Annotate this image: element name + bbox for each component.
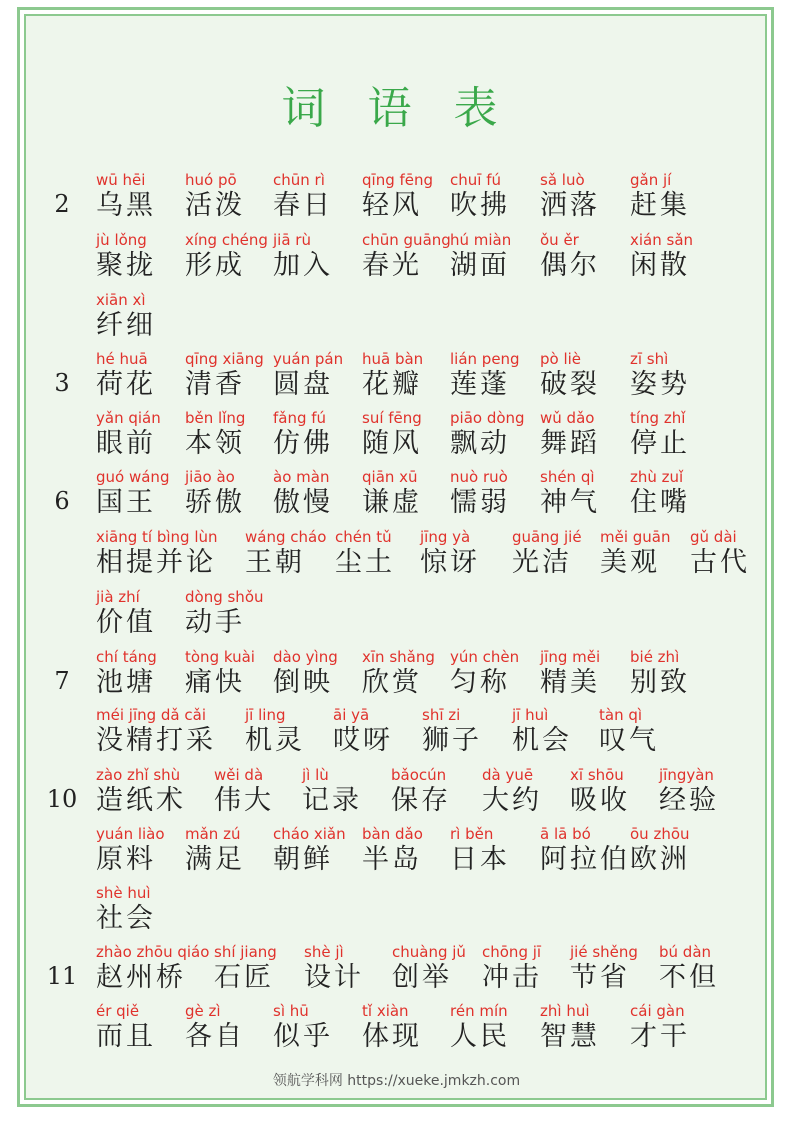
lesson-number: 11: [46, 962, 78, 990]
pinyin-text: wū hēi: [96, 171, 146, 189]
word-row: [0, 883, 793, 941]
chinese-word: 造纸术: [96, 785, 186, 816]
vocab-word: [512, 705, 572, 757]
word-row: [0, 765, 793, 823]
vocab-word: [362, 467, 422, 519]
vocab-word: [214, 942, 277, 994]
pinyin-text: xiān xì: [96, 291, 146, 309]
chinese-word: 满足: [185, 844, 245, 875]
pinyin-text: ǒu ěr: [540, 231, 579, 249]
chinese-word: 哎呀: [333, 725, 393, 756]
pinyin-text: ào màn: [273, 468, 330, 486]
pinyin-text: guāng jié: [512, 528, 582, 546]
chinese-word: 住嘴: [630, 487, 690, 518]
vocab-word: [362, 1001, 422, 1053]
vocab-word: [450, 349, 520, 401]
pinyin-text: dòng shǒu: [185, 588, 264, 606]
pinyin-text: wáng cháo: [245, 528, 327, 546]
vocab-word: [450, 230, 511, 282]
chinese-word: 闲散: [630, 250, 690, 281]
vocab-word: [273, 647, 338, 699]
vocab-word: [362, 408, 422, 460]
chinese-word: 形成: [185, 250, 245, 281]
vocab-word: [540, 408, 600, 460]
vocab-word: [273, 230, 333, 282]
pinyin-text: bié zhì: [630, 648, 680, 666]
pinyin-text: suí fēng: [362, 409, 422, 427]
footer-watermark: 领航学科网 https://xueke.jmkzh.com: [272, 1073, 521, 1089]
pinyin-text: jié shěng: [570, 943, 638, 961]
word-row: [0, 824, 793, 882]
chinese-word: 聚拢: [96, 250, 156, 281]
pinyin-text: yuán pán: [273, 350, 344, 368]
pinyin-text: xīn shǎng: [362, 648, 435, 666]
vocab-word: [630, 170, 690, 222]
chinese-word: 飘动: [450, 428, 510, 459]
pinyin-text: cái gàn: [630, 1002, 685, 1020]
pinyin-text: ā lā bó: [540, 825, 591, 843]
chinese-word: 本领: [185, 428, 245, 459]
chinese-word: 懦弱: [450, 487, 510, 518]
vocab-word: [96, 647, 157, 699]
vocab-word: [185, 647, 255, 699]
chinese-word: 洒落: [540, 190, 600, 221]
vocab-word: [362, 349, 423, 401]
vocab-word: [245, 527, 326, 579]
chinese-word: 池塘: [96, 667, 156, 698]
vocab-word: [450, 1001, 510, 1053]
pinyin-text: huā bàn: [362, 350, 424, 368]
vocab-word: [335, 527, 395, 579]
vocab-word: [420, 527, 480, 579]
vocab-word: [185, 467, 245, 519]
pinyin-text: jīng yà: [420, 528, 471, 546]
vocab-word: [570, 765, 630, 817]
vocab-word: [185, 824, 245, 876]
vocab-word: [599, 705, 659, 757]
vocab-word: [362, 230, 451, 282]
chinese-word: 日本: [450, 844, 510, 875]
vocab-word: [362, 647, 435, 699]
pinyin-text: zào zhǐ shù: [96, 766, 181, 784]
pinyin-text: yǎn qián: [96, 409, 161, 427]
pinyin-text: qīng fēng: [362, 171, 434, 189]
word-row: [0, 349, 793, 407]
vocab-word: [304, 942, 364, 994]
pinyin-text: nuò ruò: [450, 468, 508, 486]
chinese-word: 古代: [690, 547, 750, 578]
vocab-word: [600, 527, 671, 579]
chinese-word: 春日: [273, 190, 333, 221]
vocab-word: [333, 705, 393, 757]
chinese-word: 破裂: [540, 369, 600, 400]
pinyin-text: chūn rì: [273, 171, 325, 189]
pinyin-text: tǐ xiàn: [362, 1002, 409, 1020]
vocab-word: [450, 467, 510, 519]
vocab-word: [362, 170, 433, 222]
word-row: [0, 527, 793, 585]
chinese-word: 圆盘: [273, 369, 333, 400]
chinese-word: 莲蓬: [450, 369, 510, 400]
vocab-word: [96, 883, 156, 935]
vocab-word: [185, 408, 245, 460]
chinese-word: 阿拉伯: [540, 844, 630, 875]
pinyin-text: sì hū: [273, 1002, 309, 1020]
chinese-word: 王朝: [245, 547, 305, 578]
chinese-word: 湖面: [450, 250, 510, 281]
pinyin-text: rén mín: [450, 1002, 508, 1020]
pinyin-text: tíng zhǐ: [630, 409, 686, 427]
vocab-word: [362, 824, 423, 876]
pinyin-text: wěi dà: [214, 766, 264, 784]
pinyin-text: chuàng jǔ: [392, 943, 466, 961]
pinyin-text: qīng xiāng: [185, 350, 264, 368]
word-row: [0, 705, 793, 763]
vocab-word: [630, 1001, 690, 1053]
vocab-word: [630, 647, 690, 699]
vocab-word: [185, 1001, 245, 1053]
vocab-word: [96, 587, 156, 639]
vocab-word: [450, 408, 525, 460]
vocab-word: [540, 467, 600, 519]
chinese-word: 随风: [362, 428, 422, 459]
word-row: [0, 587, 793, 645]
chinese-word: 神气: [540, 487, 600, 518]
chinese-word: 姿势: [630, 369, 690, 400]
vocab-word: [273, 824, 346, 876]
chinese-word: 乌黑: [96, 190, 156, 221]
pinyin-text: lián peng: [450, 350, 520, 368]
chinese-word: 吸收: [570, 785, 630, 816]
chinese-word: 朝鲜: [273, 844, 333, 875]
vocab-word: [512, 527, 582, 579]
chinese-word: 偶尔: [540, 250, 600, 281]
pinyin-text: chén tǔ: [335, 528, 392, 546]
chinese-word: 花瓣: [362, 369, 422, 400]
chinese-word: 骄傲: [185, 487, 245, 518]
pinyin-text: bàn dǎo: [362, 825, 423, 843]
pinyin-text: chūn guāng: [362, 231, 451, 249]
pinyin-text: hú miàn: [450, 231, 512, 249]
vocab-word: [96, 408, 161, 460]
vocab-word: [96, 349, 156, 401]
pinyin-text: qiān xū: [362, 468, 418, 486]
vocab-word: [273, 170, 333, 222]
pinyin-text: huó pō: [185, 171, 237, 189]
lesson-number: 6: [54, 487, 70, 515]
pinyin-text: hé huā: [96, 350, 148, 368]
pinyin-text: guó wáng: [96, 468, 170, 486]
pinyin-text: xíng chéng: [185, 231, 268, 249]
chinese-word: 才干: [630, 1021, 690, 1052]
pinyin-text: jì lù: [302, 766, 329, 784]
chinese-word: 痛快: [185, 667, 245, 698]
chinese-word: 春光: [362, 250, 422, 281]
vocab-word: [185, 349, 264, 401]
chinese-word: 而且: [96, 1021, 156, 1052]
chinese-word: 国王: [96, 487, 156, 518]
page-title: 词 语 表: [281, 83, 512, 134]
chinese-word: 保存: [391, 785, 451, 816]
vocab-word: [540, 824, 630, 876]
pinyin-text: jīng měi: [540, 648, 601, 666]
chinese-word: 社会: [96, 903, 156, 934]
chinese-word: 节省: [570, 962, 630, 993]
vocab-word: [630, 408, 690, 460]
vocab-word: [273, 1001, 333, 1053]
chinese-word: 各自: [185, 1021, 245, 1052]
pinyin-text: jiā rù: [273, 231, 311, 249]
pinyin-text: bú dàn: [659, 943, 712, 961]
chinese-word: 设计: [304, 962, 364, 993]
pinyin-text: bǎocún: [391, 766, 447, 784]
pinyin-text: běn lǐng: [185, 409, 246, 427]
word-row: [0, 942, 793, 1000]
vocab-word: [185, 587, 264, 639]
pinyin-text: méi jīng dǎ cǎi: [96, 706, 206, 724]
vocab-word: [245, 705, 305, 757]
chinese-word: 似乎: [273, 1021, 333, 1052]
chinese-word: 轻风: [362, 190, 422, 221]
vocab-word: [185, 230, 268, 282]
vocab-word: [570, 942, 638, 994]
vocab-word: [214, 765, 274, 817]
pinyin-text: āi yā: [333, 706, 370, 724]
chinese-word: 叹气: [599, 725, 659, 756]
vocab-word: [273, 408, 333, 460]
chinese-word: 体现: [362, 1021, 422, 1052]
vocab-word: [540, 170, 600, 222]
chinese-word: 赵州桥: [96, 962, 186, 993]
vocab-word: [630, 824, 690, 876]
chinese-word: 机灵: [245, 725, 305, 756]
pinyin-text: jī ling: [245, 706, 286, 724]
vocab-word: [185, 170, 245, 222]
vocab-word: [96, 824, 165, 876]
lesson-number: 7: [54, 667, 70, 695]
pinyin-text: shè jì: [304, 943, 344, 961]
lesson-number: 2: [54, 190, 70, 218]
pinyin-text: yún chèn: [450, 648, 520, 666]
pinyin-text: shī zi: [422, 706, 461, 724]
vocab-word: [450, 824, 510, 876]
chinese-word: 傲慢: [273, 487, 333, 518]
chinese-word: 匀称: [450, 667, 510, 698]
pinyin-text: zhào zhōu qiáo: [96, 943, 210, 961]
pinyin-text: dào yìng: [273, 648, 338, 666]
chinese-word: 机会: [512, 725, 572, 756]
vocab-word: [450, 647, 519, 699]
word-row: [0, 1001, 793, 1059]
chinese-word: 眼前: [96, 428, 156, 459]
vocab-word: [482, 942, 542, 994]
vocab-word: [690, 527, 750, 579]
pinyin-text: měi guān: [600, 528, 671, 546]
chinese-word: 大约: [482, 785, 542, 816]
chinese-word: 欣赏: [362, 667, 422, 698]
word-row: [0, 647, 793, 705]
vocab-word: [273, 349, 343, 401]
pinyin-text: cháo xiǎn: [273, 825, 346, 843]
pinyin-text: ōu zhōu: [630, 825, 690, 843]
chinese-word: 伟大: [214, 785, 274, 816]
pinyin-text: shén qì: [540, 468, 595, 486]
pinyin-text: zhì huì: [540, 1002, 590, 1020]
lesson-number: 3: [54, 369, 70, 397]
chinese-word: 荷花: [96, 369, 156, 400]
chinese-word: 吹拂: [450, 190, 510, 221]
chinese-word: 相提并论: [96, 547, 216, 578]
chinese-word: 价值: [96, 607, 156, 638]
chinese-word: 清香: [185, 369, 245, 400]
pinyin-text: chōng jī: [482, 943, 542, 961]
pinyin-text: dà yuē: [482, 766, 534, 784]
vocab-word: [659, 765, 719, 817]
chinese-word: 不但: [659, 962, 719, 993]
chinese-word: 别致: [630, 667, 690, 698]
chinese-word: 经验: [659, 785, 719, 816]
vocab-word: [96, 942, 209, 994]
pinyin-text: mǎn zú: [185, 825, 241, 843]
pinyin-text: sǎ luò: [540, 171, 585, 189]
pinyin-text: jià zhí: [96, 588, 140, 606]
pinyin-text: tàn qì: [599, 706, 643, 724]
vocab-word: [96, 765, 186, 817]
chinese-word: 加入: [273, 250, 333, 281]
pinyin-text: pò liè: [540, 350, 582, 368]
word-row: [0, 170, 793, 228]
chinese-word: 半岛: [362, 844, 422, 875]
pinyin-text: zī shì: [630, 350, 669, 368]
pinyin-text: xiāng tí bìng lùn: [96, 528, 218, 546]
chinese-word: 美观: [600, 547, 660, 578]
vocab-word: [391, 765, 451, 817]
vocab-word: [96, 290, 156, 342]
vocab-word: [630, 230, 693, 282]
vocab-word: [540, 647, 600, 699]
chinese-word: 原料: [96, 844, 156, 875]
chinese-word: 活泼: [185, 190, 245, 221]
pinyin-text: yuán liào: [96, 825, 165, 843]
pinyin-text: ér qiě: [96, 1002, 140, 1020]
chinese-word: 光洁: [512, 547, 572, 578]
chinese-word: 创举: [392, 962, 452, 993]
vocab-word: [273, 467, 333, 519]
vocab-word: [482, 765, 542, 817]
vocab-word: [96, 230, 156, 282]
chinese-word: 欧洲: [630, 844, 690, 875]
pinyin-text: shè huì: [96, 884, 151, 902]
vocab-word: [540, 230, 600, 282]
word-row: [0, 467, 793, 525]
chinese-word: 舞蹈: [540, 428, 600, 459]
pinyin-text: xī shōu: [570, 766, 624, 784]
vocab-word: [392, 942, 466, 994]
chinese-word: 仿佛: [273, 428, 333, 459]
pinyin-text: shí jiang: [214, 943, 277, 961]
chinese-word: 精美: [540, 667, 600, 698]
chinese-word: 狮子: [422, 725, 482, 756]
vocab-word: [630, 349, 690, 401]
vocab-word: [302, 765, 362, 817]
vocab-word: [659, 942, 719, 994]
pinyin-text: piāo dòng: [450, 409, 525, 427]
pinyin-text: gǎn jí: [630, 171, 672, 189]
vocab-word: [540, 349, 600, 401]
chinese-word: 智慧: [540, 1021, 600, 1052]
pinyin-text: jù lǒng: [96, 231, 147, 249]
pinyin-text: rì běn: [450, 825, 494, 843]
chinese-word: 尘土: [335, 547, 395, 578]
word-row: [0, 290, 793, 348]
vocab-word: [450, 170, 510, 222]
chinese-word: 冲击: [482, 962, 542, 993]
pinyin-text: gè zì: [185, 1002, 221, 1020]
vocab-word: [96, 1001, 156, 1053]
vocab-word: [96, 170, 156, 222]
pinyin-text: jiāo ào: [185, 468, 235, 486]
pinyin-text: wǔ dǎo: [540, 409, 595, 427]
vocab-word: [540, 1001, 600, 1053]
pinyin-text: gǔ dài: [690, 528, 737, 546]
pinyin-text: xián sǎn: [630, 231, 694, 249]
chinese-word: 倒映: [273, 667, 333, 698]
vocab-word: [96, 527, 218, 579]
chinese-word: 谦虚: [362, 487, 422, 518]
pinyin-text: chí táng: [96, 648, 157, 666]
chinese-word: 惊讶: [420, 547, 480, 578]
pinyin-text: jī huì: [512, 706, 549, 724]
pinyin-text: tòng kuài: [185, 648, 255, 666]
chinese-word: 人民: [450, 1021, 510, 1052]
chinese-word: 没精打采: [96, 725, 216, 756]
chinese-word: 赶集: [630, 190, 690, 221]
chinese-word: 纤细: [96, 310, 156, 341]
pinyin-text: fǎng fú: [273, 409, 327, 427]
word-row: [0, 230, 793, 288]
vocab-word: [630, 467, 690, 519]
pinyin-text: jīngyàn: [659, 766, 714, 784]
vocab-word: [422, 705, 482, 757]
pinyin-text: zhù zuǐ: [630, 468, 684, 486]
word-row: [0, 408, 793, 466]
chinese-word: 停止: [630, 428, 690, 459]
lesson-number: 10: [46, 785, 78, 813]
pinyin-text: chuī fú: [450, 171, 501, 189]
chinese-word: 记录: [302, 785, 362, 816]
vocab-word: [96, 467, 169, 519]
chinese-word: 石匠: [214, 962, 274, 993]
chinese-word: 动手: [185, 607, 245, 638]
vocab-word: [96, 705, 216, 757]
